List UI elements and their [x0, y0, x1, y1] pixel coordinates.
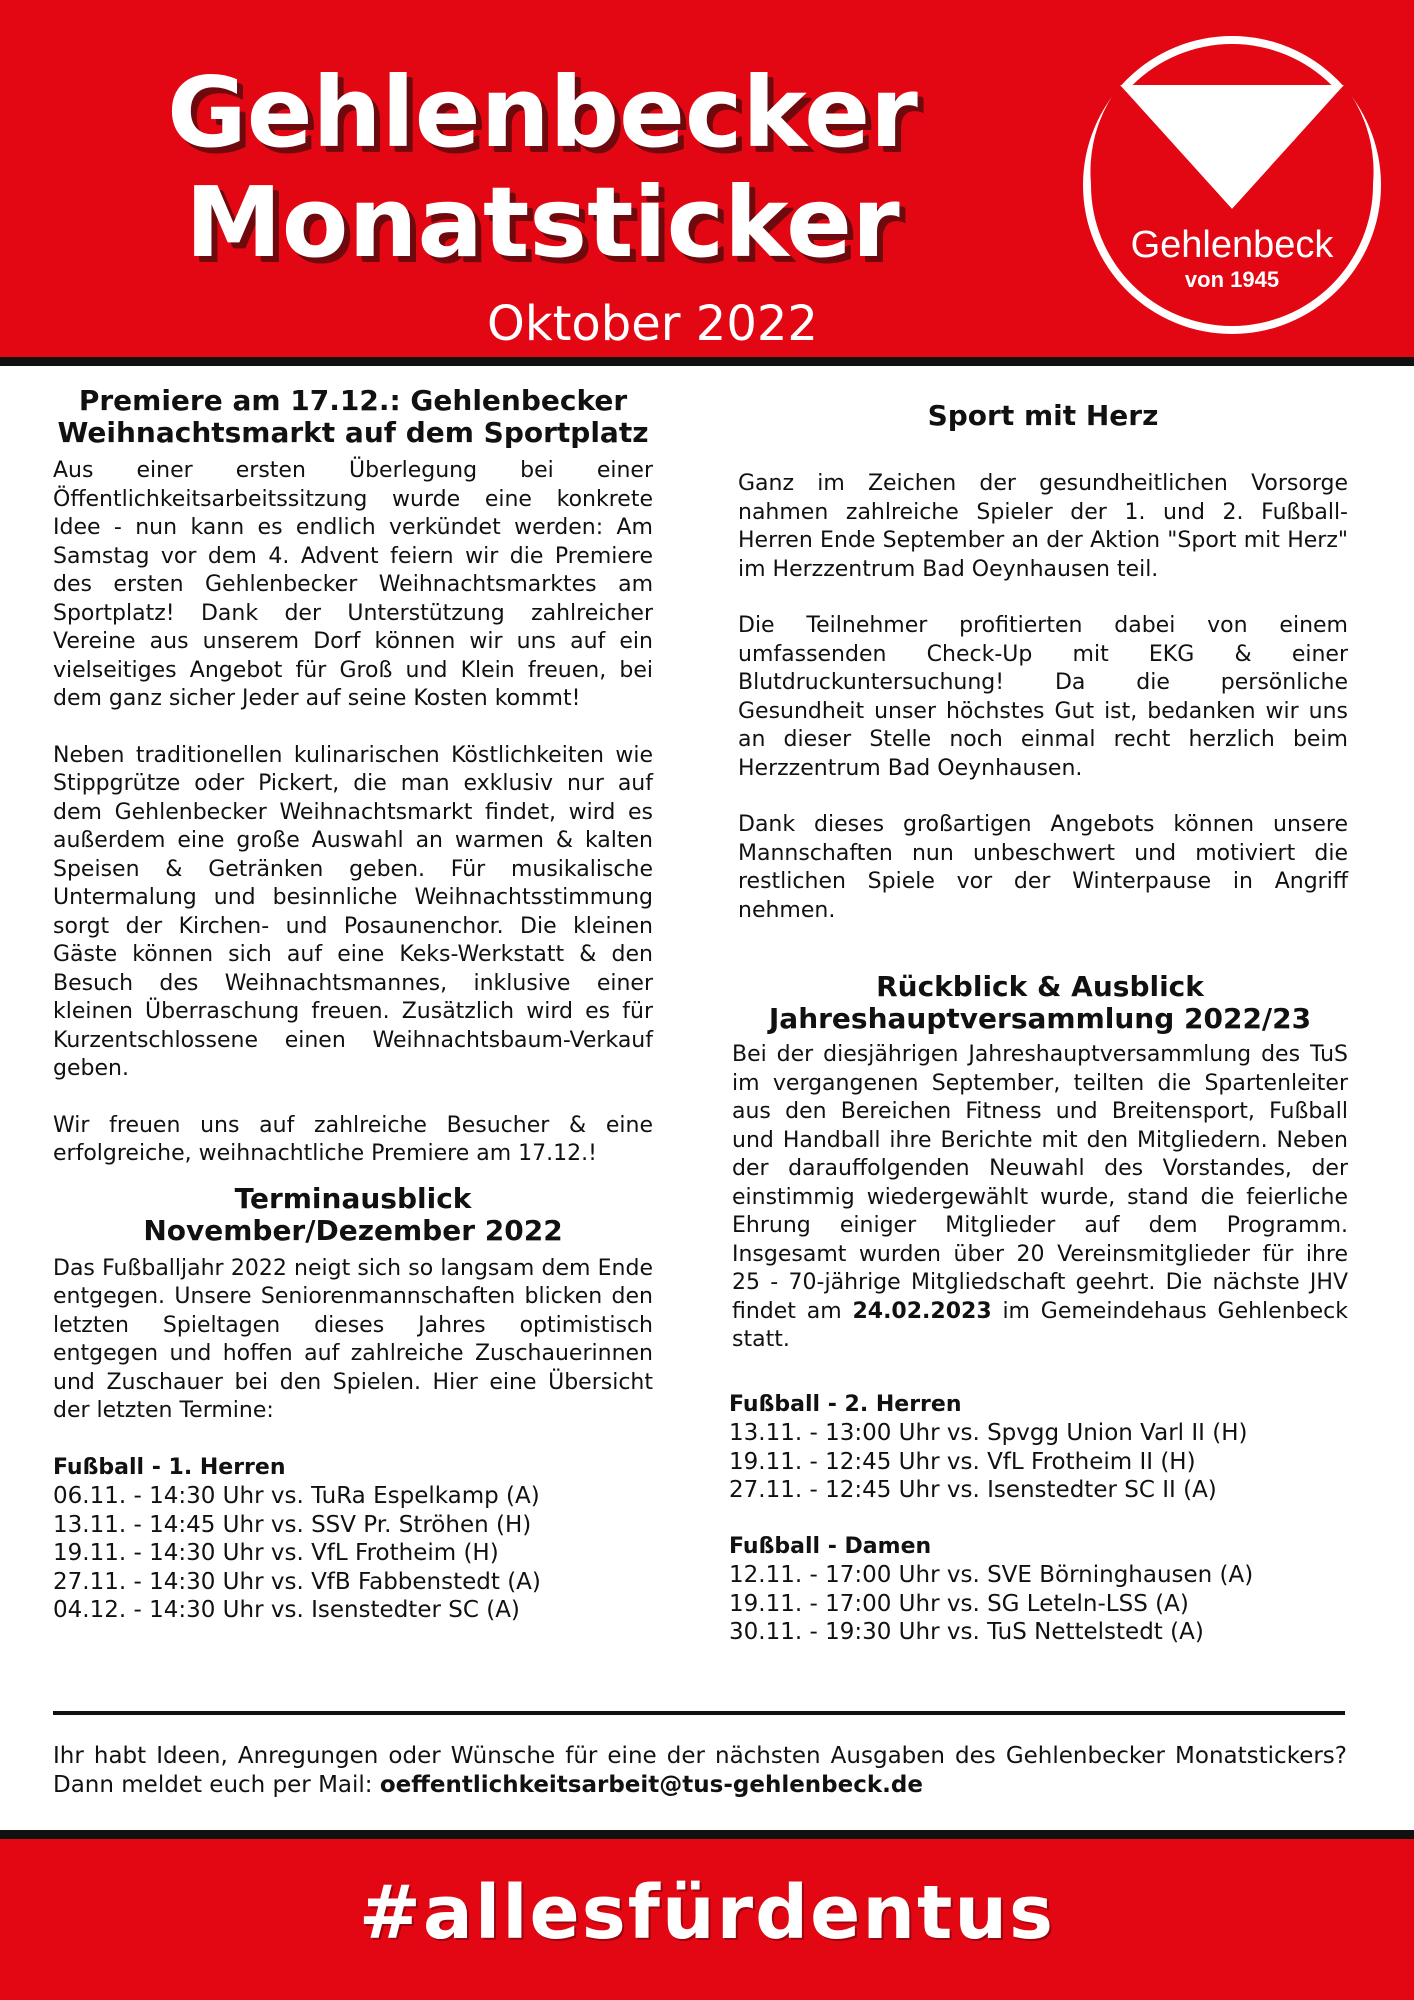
sport-paragraph-3: Dank dieses großartigen Angebots können unsere Mannschaften nun unbeschwert und motiviert die restlichen Spiele vor der Winterpause in Angriff nehmen. [738, 812, 1348, 923]
fixture-item: 13.11. - 14:45 Uhr vs. SSV Pr. Ströhen (H) [53, 1511, 532, 1538]
damen-list-title: Fußball - Damen [729, 1533, 932, 1559]
termine-intro: Das Fußballjahr 2022 neigt sich so langsam dem Ende entgegen. Unsere Seniorenmannschaften blicken den letzten Spieltagen dieses Jahres optimistisch entgegen und hoffen auf zahlreiche Zuschauerinnen und Zuschauer bei den Spielen. Hier eine Übersicht der letzten Termine: [53, 1255, 653, 1423]
herren2-list-title: Fußball - 2. Herren [729, 1391, 962, 1417]
jhv-paragraph [732, 1041, 1348, 1355]
content-divider [53, 1711, 1345, 1715]
fixture-item: 19.11. - 12:45 Uhr vs. VfL Frotheim II (H) [729, 1448, 1196, 1475]
jhv-heading [732, 971, 1348, 1035]
jhv-article [732, 971, 1348, 1355]
jhv-text-before: Bei der diesjährigen Jahreshauptversammlung des TuS im vergangenen September, teilten die Spartenleiter aus den Bereichen Fitness und Breitensport, Fußball und Handball ihre Berichte mit den Mitgliedern. Neben der darauffolgenden Neuwahl des Vorstandes, der einstimmig wiedergewählt wurde, stand die feierliche Ehrung einiger Mitglieder auf dem Programm. Insgesamt wurden über 20 Vereinsmitglieder für ihre 25 - 70-jährige Mitgliedschaft geehrt. Die nächste JHV findet am [732, 1042, 1348, 1324]
premiere-article [53, 385, 653, 1169]
header-divider [0, 357, 1414, 366]
jhv-heading-line1: Rückblick & Ausblick [876, 970, 1204, 1003]
fixture-item: 19.11. - 17:00 Uhr vs. SG Leteln-LSS (A) [729, 1590, 1189, 1617]
logo-tus-text: TUS [1164, 84, 1300, 160]
premiere-heading-line2: Weihnachtsmarkt auf dem Sportplatz [57, 416, 649, 449]
footer-divider [0, 1830, 1414, 1839]
fixture-item: 13.11. - 13:00 Uhr vs. Spvgg Union Varl II (H) [729, 1420, 1248, 1446]
contact-text: Ihr habt Ideen, Anregungen oder Wünsche für eine der nächsten Ausgaben des Gehlenbecker Monatstickers? Dann meldet euch per Mail: [53, 1743, 1347, 1798]
logo-club-name: Gehlenbeck [1130, 224, 1334, 266]
premiere-heading [53, 385, 653, 449]
contact-email-link[interactable]: oeffentlichkeitsarbeit@tus-gehlenbeck.de [379, 1772, 923, 1798]
issue-date: Oktober 2022 [487, 296, 818, 352]
newsletter-title [90, 58, 995, 278]
fixture-item: 19.11. - 14:30 Uhr vs. VfL Frotheim (H) [53, 1540, 499, 1566]
premiere-paragraph-1: Aus einer ersten Überlegung bei einer Öffentlichkeitsarbeitssitzung wurde eine konkrete Idee - nun kann es endlich verkündet werden: Am Samstag vor dem 4. Advent feiern wir die Premiere des ersten Gehlenbecker Weihnachtsmarktes am Sportplatz! Dank der Unterstützung zahlreicher Vereine aus unserem Dorf können wir uns auf ein vielseitiges Angebot für Groß und Klein freuen, bei dem ganz sicher Jeder auf seine Kosten kommt! [53, 458, 653, 711]
right-column [729, 399, 1348, 1647]
title-line-2: Monatsticker [185, 166, 900, 279]
fixture-item: 27.11. - 14:30 Uhr vs. VfB Fabbenstedt (A) [53, 1568, 541, 1595]
termine-heading [53, 1183, 653, 1247]
fixture-item: 12.11. - 17:00 Uhr vs. SVE Börninghausen (A) [729, 1562, 1254, 1588]
premiere-paragraph-3: Wir freuen uns auf zahlreiche Besucher & eine erfolgreiche, weihnachtliche Premiere am 17.12.! [53, 1112, 653, 1166]
jhv-next-date: 24.02.2023 [852, 1298, 992, 1324]
sport-paragraph-1: Ganz im Zeichen der gesundheitlichen Vorsorge nahmen zahlreiche Spieler der 1. und 2. Fußball-Herren Ende September an der Aktion "Sport mit Herz" im Herzzentrum Bad Oeynhausen teil. [738, 471, 1348, 582]
hashtag-slogan: #allesfürdentus [358, 1870, 1056, 1956]
jhv-text-after: im Gemeindehaus Gehlenbeck statt. [732, 1298, 1348, 1352]
logo-since: von 1945 [1184, 267, 1280, 292]
sport-mit-herz-article [738, 400, 1348, 925]
sport-paragraph-2: Die Teilnehmer profitierten dabei von einem umfassenden Check-Up mit EKG & einer Blutdruckuntersuchung! Da die persönliche Gesundheit unser höchstes Gut ist, bedanken wir uns an dieser Stelle noch einmal recht herzlich beim Herzzentrum Bad Oeynhausen. [738, 613, 1348, 781]
termine-article [53, 1183, 653, 1625]
herren1-fixture-list [53, 1482, 653, 1625]
fixture-item: 04.12. - 14:30 Uhr vs. Isenstedter SC (A) [53, 1597, 520, 1623]
left-column [53, 385, 653, 1625]
premiere-heading-line1: Premiere am 17.12.: Gehlenbecker [78, 384, 628, 417]
tus-gehlenbeck-logo [1080, 33, 1384, 337]
sport-heading: Sport mit Herz [927, 399, 1159, 432]
fixture-item: 06.11. - 14:30 Uhr vs. TuRa Espelkamp (A) [53, 1483, 540, 1509]
fixture-item: 30.11. - 19:30 Uhr vs. TuS Nettelstedt (A) [729, 1619, 1204, 1645]
termine-heading-line1: Terminausblick [234, 1181, 472, 1215]
contact-note [53, 1742, 1347, 1800]
herren1-list-title: Fußball - 1. Herren [53, 1454, 286, 1480]
jhv-heading-line2: Jahreshauptversammlung 2022/23 [768, 1002, 1312, 1035]
fixture-item: 27.11. - 12:45 Uhr vs. Isenstedter SC II (A) [729, 1477, 1217, 1503]
premiere-paragraph-2: Neben traditionellen kulinarischen Köstlichkeiten wie Stippgrütze oder Pickert, die man exklusiv nur auf dem Gehlenbecker Weihnachtsmarkt findet, wird es außerdem eine große Auswahl an warmen & kalten Speisen & Getränken geben. Für musikalische Untermalung und besinnliche Weihnachtsstimmung sorgt der Kirchen- und Posaunenchor. Die kleinen Gäste können sich auf eine Keks-Werkstatt & den Besuch des Weihnachtsmannes, inklusive einer kleinen Überraschung freuen. Zusätzlich wird es für Kurzentschlossene einen Weihnachtsbaum-Verkauf geben. [53, 742, 653, 1081]
herren2-fixtures [729, 1391, 1348, 1647]
title-line-1: Gehlenbecker [167, 56, 918, 169]
termine-heading-line2: November/Dezember 2022 [143, 1213, 563, 1247]
